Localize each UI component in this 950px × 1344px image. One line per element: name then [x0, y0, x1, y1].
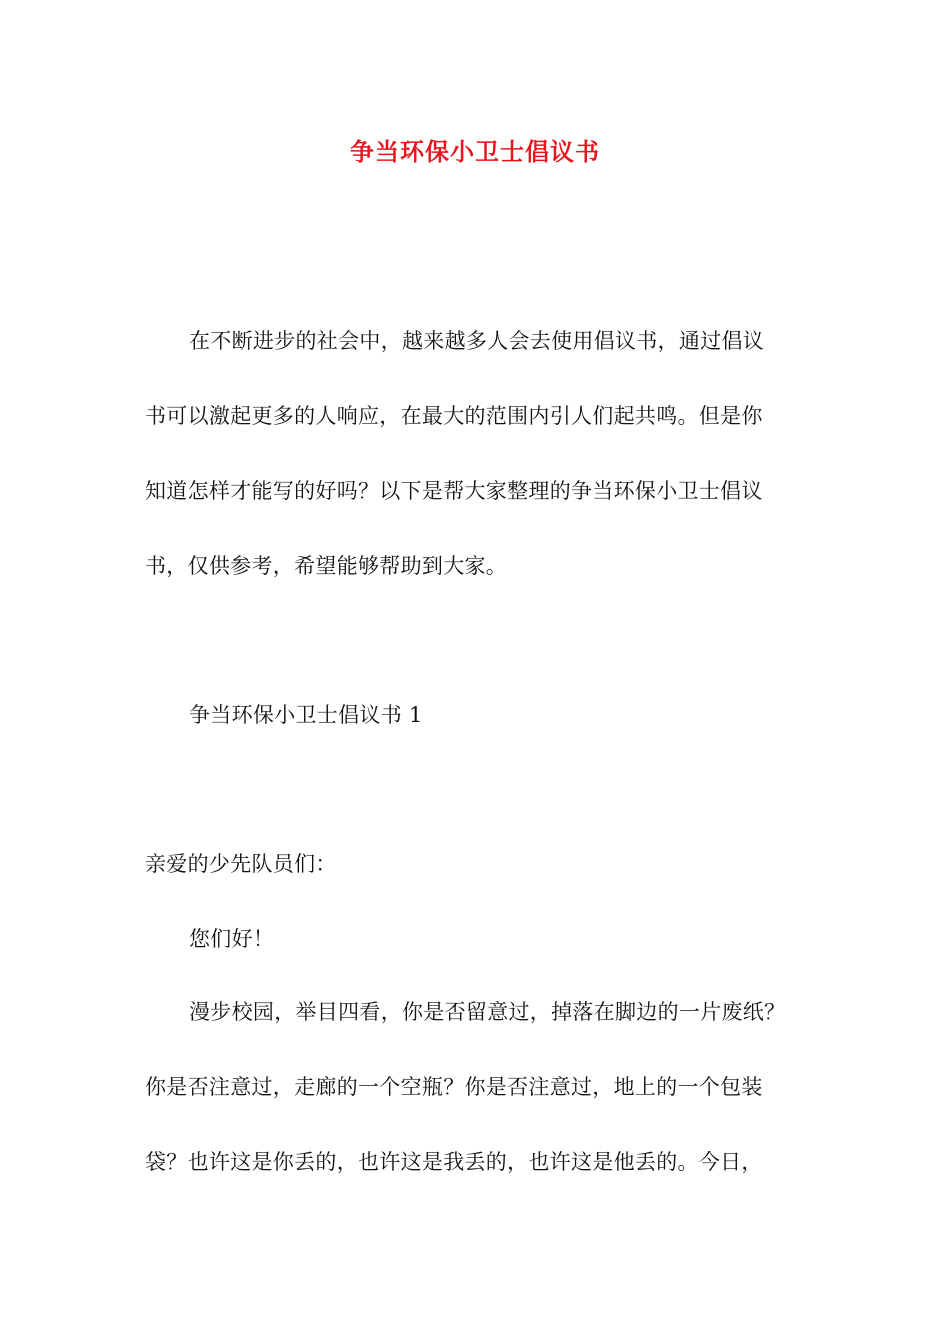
body-line-2: 你是否注意过，走廊的一个空瓶？你是否注意过，地上的一个包装 [145, 1075, 763, 1099]
section-heading: 争当环保小卫士倡议书 1 [189, 703, 423, 727]
body-line-3: 袋？也许这是你丢的，也许这是我丢的，也许这是他丢的。今日， [145, 1150, 763, 1174]
greeting: 您们好！ [189, 927, 275, 951]
salutation: 亲爱的少先队员们： [145, 852, 337, 876]
intro-line-1: 在不断进步的社会中，越来越多人会去使用倡议书，通过倡议 [189, 329, 765, 353]
intro-line-2: 书可以激起更多的人响应，在最大的范围内引人们起共鸣。但是你 [145, 404, 763, 428]
intro-line-4: 书，仅供参考，希望能够帮助到大家。 [145, 554, 508, 578]
body-line-1: 漫步校园，举目四看，你是否留意过，掉落在脚边的一片废纸？ [189, 1000, 786, 1024]
document-title: 争当环保小卫士倡议书 [350, 137, 600, 166]
intro-line-3: 知道怎样才能写的好吗？以下是帮大家整理的争当环保小卫士倡议 [145, 479, 763, 503]
